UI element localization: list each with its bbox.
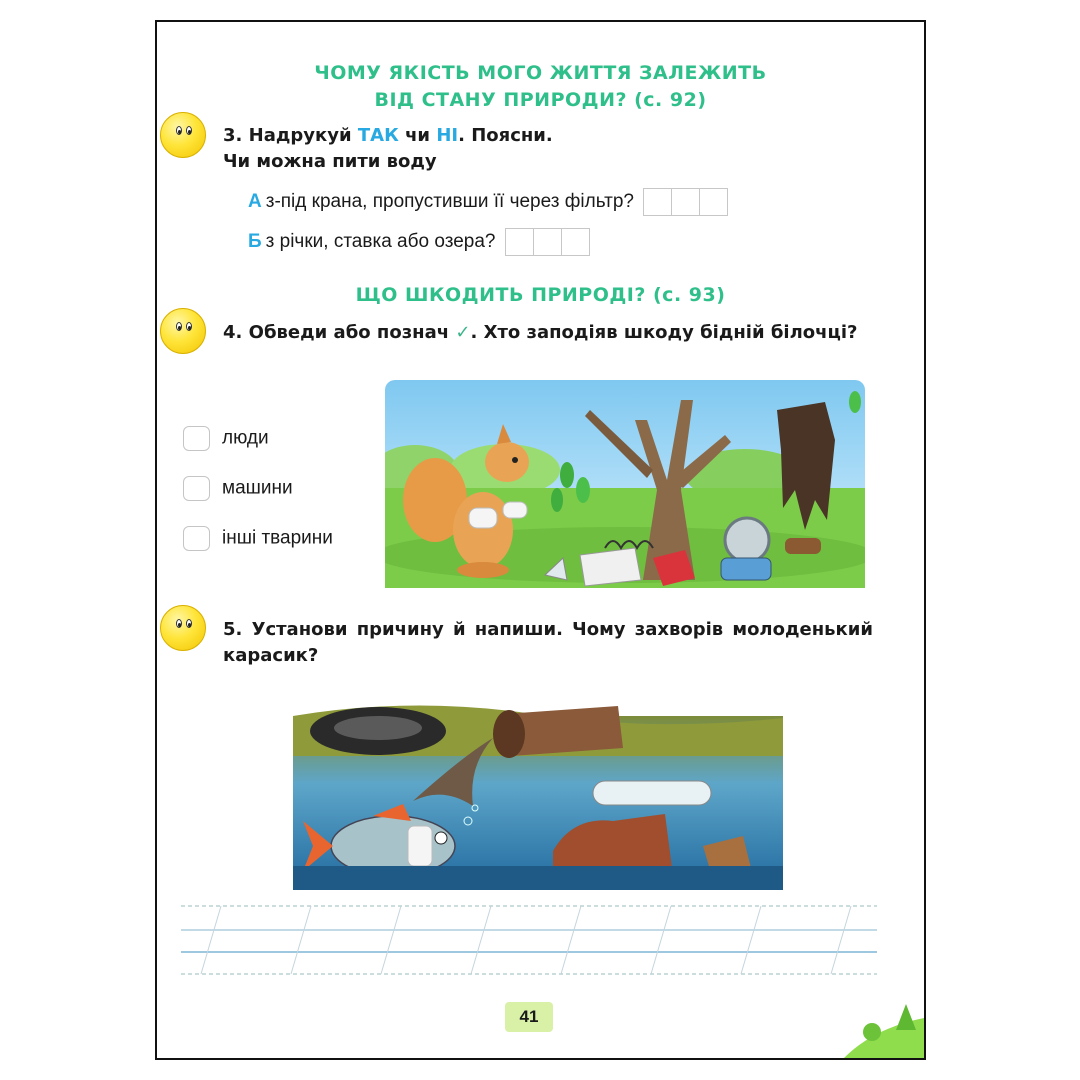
fish-illustration	[293, 676, 783, 890]
option-a	[248, 188, 727, 216]
heading-line-1: ЧОМУ ЯКІСТЬ МОГО ЖИТТЯ ЗАЛЕЖИТЬ	[314, 62, 767, 84]
option-text: з-під крана, пропустивши її через фільтр?	[265, 191, 634, 213]
checkbox-icon[interactable]	[183, 526, 210, 551]
task-number: 3.	[223, 125, 243, 146]
task-5-prompt	[223, 617, 873, 669]
workbook-page	[155, 20, 926, 1060]
choice-people[interactable]	[183, 426, 269, 451]
word-no: НІ	[436, 125, 459, 146]
answer-cells-b[interactable]	[505, 228, 589, 256]
smiley-face-icon	[160, 605, 206, 651]
checkmark-icon: ✓	[455, 322, 471, 343]
checkbox-icon[interactable]	[183, 476, 210, 501]
task-3-prompt	[223, 123, 873, 175]
choice-cars[interactable]	[183, 476, 293, 501]
task-4-prompt	[223, 320, 873, 346]
option-b	[248, 228, 589, 256]
answer-cells-a[interactable]	[643, 188, 727, 216]
task-number: 5.	[223, 619, 243, 640]
page-number: 41	[505, 1002, 553, 1032]
section-heading-quality-of-life	[157, 60, 924, 114]
task-3-text-after: . Поясни.	[458, 125, 553, 146]
task-4-text-before: Обведи або познач	[248, 322, 450, 343]
option-letter: Б	[248, 231, 262, 253]
section-heading-harm-to-nature: ЩО ШКОДИТЬ ПРИРОДІ? (с. 93)	[355, 284, 726, 306]
heading-line-2: ВІД СТАНУ ПРИРОДИ? (с. 92)	[374, 89, 707, 111]
checkbox-icon[interactable]	[183, 426, 210, 451]
choice-label: інші тварини	[222, 527, 333, 549]
smiley-face-icon	[160, 308, 206, 354]
option-letter: А	[248, 191, 262, 213]
task-4-text-after: . Хто заподіяв шкоду бідній білочці?	[470, 322, 858, 343]
task-3-line-2: Чи можна пити воду	[223, 151, 437, 172]
task-3-text-before: Надрукуй	[248, 125, 352, 146]
task-number: 4.	[223, 322, 243, 343]
word-yes: ТАК	[357, 125, 399, 146]
writing-lines[interactable]	[181, 900, 877, 980]
corner-decoration	[844, 978, 924, 1058]
word-or: чи	[405, 125, 431, 146]
smiley-face-icon	[160, 112, 206, 158]
choice-other-animals[interactable]	[183, 526, 333, 551]
task-5-text: Установи причину й напиши. Чому захворів молоденький карасик?	[223, 619, 873, 666]
choice-label: люди	[222, 427, 269, 449]
squirrel-illustration	[385, 380, 865, 588]
choice-label: машини	[222, 477, 293, 499]
option-text: з річки, ставка або озера?	[265, 231, 496, 253]
